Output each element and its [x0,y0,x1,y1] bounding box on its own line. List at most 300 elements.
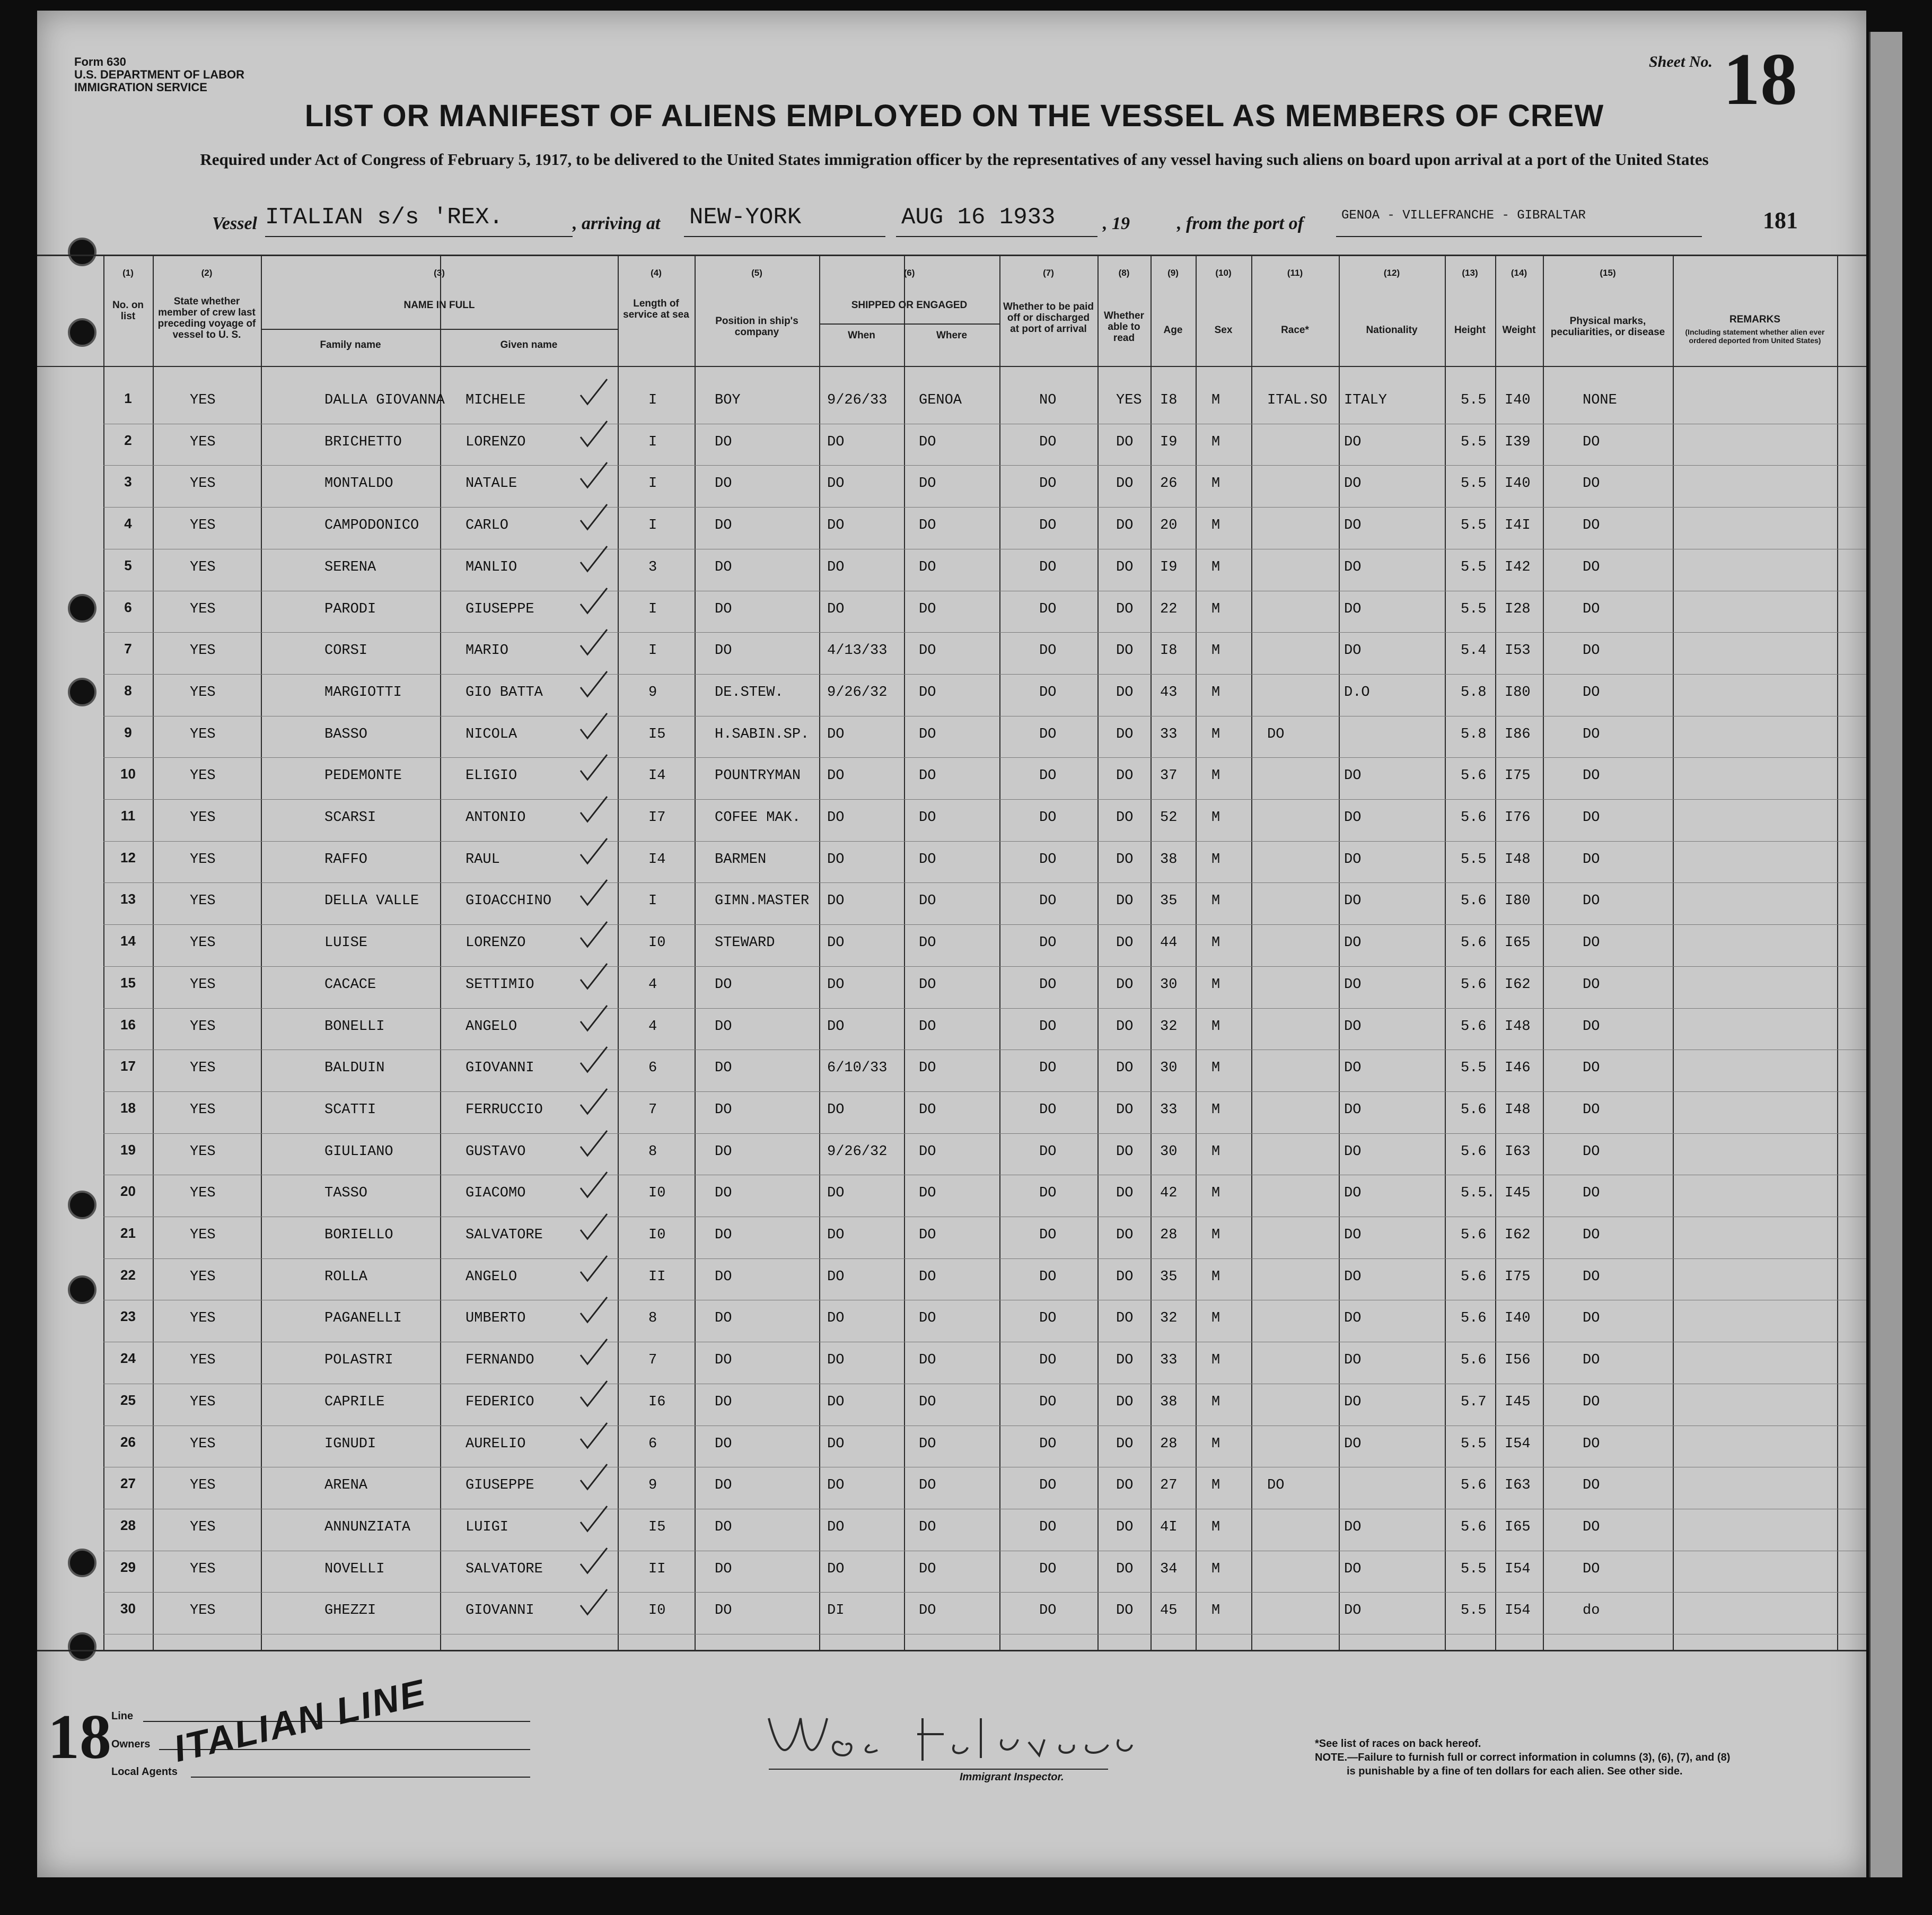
paid-off: DO [1039,1603,1057,1619]
sex: M [1211,935,1220,951]
weight: I75 [1505,768,1531,784]
family-name: MARGIOTTI [324,684,402,701]
shipped-where: DO [919,1060,936,1077]
column-divider [1196,255,1197,1650]
able-to-read: DO [1116,1060,1134,1077]
position: DO [715,1519,732,1535]
crew-member-yes: YES [190,1519,216,1535]
shipped-when: DO [827,893,845,910]
column-divider [440,255,441,1650]
position: STEWARD [715,935,775,951]
position: DO [715,1101,732,1118]
row-number: 7 [124,641,132,657]
sex: M [1211,559,1220,575]
column-number: (11) [1287,268,1303,278]
position: DO [715,1143,732,1160]
family-name: BORIELLO [324,1227,393,1243]
physical-marks: DO [1583,1101,1600,1118]
column-divider [1339,255,1340,1650]
physical-marks: DO [1583,1352,1600,1369]
given-name: AURELIO [466,1436,526,1452]
length-of-service: I [648,476,657,492]
shipped-where: DO [919,810,936,826]
able-to-read: DO [1116,1561,1134,1577]
paid-off: DO [1039,476,1057,492]
column-divider [618,255,619,1650]
weight: I4I [1505,518,1531,534]
nationality: DO [1344,1227,1362,1243]
physical-marks: DO [1583,726,1600,742]
given-name: GIUSEPPE [466,1477,534,1494]
paid-off: DO [1039,559,1057,575]
physical-marks: DO [1583,810,1600,826]
row-number: 22 [120,1266,136,1283]
column-number: (9) [1167,268,1179,278]
checkmark-icon [578,1420,610,1452]
given-name: GIOVANNI [466,1603,534,1619]
height: 5.7 [1461,1394,1487,1410]
footer-sheet-stamp: 18 [48,1701,111,1772]
shipped-when: DO [827,1269,845,1285]
weight: I63 [1505,1143,1531,1160]
position: DO [715,1561,732,1577]
row-number: 4 [124,515,132,532]
nationality: DO [1344,1561,1362,1577]
checkmark-icon [578,1169,610,1201]
position: DO [715,1060,732,1077]
physical-marks: DO [1583,1018,1600,1035]
row-number: 10 [120,766,136,782]
row-divider [103,1592,1866,1593]
height: 5.5 [1461,1603,1487,1619]
physical-marks: DO [1583,684,1600,701]
underline [769,1769,1108,1770]
age: 34 [1160,1561,1178,1577]
subheader-divider [819,323,999,325]
length-of-service: I0 [648,1185,666,1202]
paid-off: DO [1039,810,1057,826]
position: DO [715,559,732,575]
given-name: LUIGI [466,1519,509,1535]
paid-off: DO [1039,1143,1057,1160]
column-divider [1837,255,1838,1650]
checkmark-icon [578,1378,610,1410]
crew-member-yes: YES [190,726,216,742]
shipped-where: DO [919,1227,936,1243]
nationality: DO [1344,976,1362,993]
sex: M [1211,684,1220,701]
checkmark-icon [578,1336,610,1368]
physical-marks: NONE [1583,392,1617,408]
weight: I80 [1505,893,1531,910]
table-bottom-border [37,1650,1866,1651]
able-to-read: DO [1116,1227,1134,1243]
given-name: NICOLA [466,726,517,742]
column-number: (14) [1511,268,1527,278]
weight: I28 [1505,601,1531,617]
family-name: GHEZZI [324,1603,376,1619]
age: 44 [1160,935,1178,951]
length-of-service: I [648,893,657,910]
column-divider [819,255,820,1650]
height: 5.6 [1461,935,1487,951]
age: 32 [1160,1310,1178,1327]
row-number: 14 [120,933,136,949]
race: DO [1267,1477,1285,1494]
height: 5.6 [1461,768,1487,784]
able-to-read: DO [1116,1101,1134,1118]
given-name: GIACOMO [466,1185,526,1202]
shipped-where: DO [919,559,936,575]
height: 5.6 [1461,976,1487,993]
row-divider [103,465,1866,466]
family-name: GIULIANO [324,1143,393,1160]
shipped-when: DO [827,1394,845,1410]
column-divider [1445,255,1446,1650]
age: 43 [1160,684,1178,701]
physical-marks: DO [1583,1477,1600,1494]
able-to-read: DO [1116,643,1134,659]
crew-member-yes: YES [190,1436,216,1452]
shipped-when: DO [827,1185,845,1202]
checkmark-icon [578,502,610,534]
height: 5.5 [1461,851,1487,868]
family-name: LUISE [324,935,368,951]
race: ITAL.SO [1267,392,1328,408]
checkmark-icon [578,377,610,408]
nationality: DO [1344,1060,1362,1077]
crew-member-yes: YES [190,434,216,450]
given-name: SALVATORE [466,1561,543,1577]
weight: I45 [1505,1394,1531,1410]
document-title: LIST OR MANIFEST OF ALIENS EMPLOYED ON THE VESSEL AS MEMBERS OF CREW [304,99,1604,133]
given-name: SETTIMIO [466,976,534,993]
crew-member-yes: YES [190,1185,216,1202]
given-name: UMBERTO [466,1310,526,1327]
weight: I45 [1505,1185,1531,1202]
header-nationality: Nationality [1366,325,1418,336]
checkmark-icon [578,836,610,868]
header-family-name: Family name [320,339,381,351]
physical-marks: do [1583,1603,1600,1619]
paid-off: DO [1039,1310,1057,1327]
physical-marks: DO [1583,1060,1600,1077]
age: 22 [1160,601,1178,617]
sex: M [1211,810,1220,826]
row-number: 6 [124,599,132,615]
family-name: POLASTRI [324,1352,393,1369]
shipped-when: DO [827,1436,845,1452]
nationality: DO [1344,1394,1362,1410]
nationality: DO [1344,559,1362,575]
arriving-port: NEW-YORK [689,204,802,231]
row-number: 20 [120,1183,136,1200]
height: 5.5 [1461,1561,1487,1577]
sex: M [1211,1603,1220,1619]
weight: I80 [1505,684,1531,701]
shipped-when: 4/13/33 [827,643,888,659]
position: DO [715,434,732,450]
weight: I53 [1505,643,1531,659]
paid-off: DO [1039,726,1057,742]
sex: M [1211,1143,1220,1160]
physical-marks: DO [1583,1519,1600,1535]
given-name: CARLO [466,518,509,534]
age: 27 [1160,1477,1178,1494]
sex: M [1211,434,1220,450]
checkmark-icon [578,1503,610,1535]
crew-member-yes: YES [190,1352,216,1369]
physical-marks: DO [1583,935,1600,951]
given-name: FERNANDO [466,1352,534,1369]
row-divider [103,1008,1866,1009]
shipped-when: DO [827,1101,845,1118]
position: DO [715,1185,732,1202]
height: 5.6 [1461,810,1487,826]
nationality: DO [1344,1352,1362,1369]
column-number: (7) [1043,268,1054,278]
crew-member-yes: YES [190,768,216,784]
column-divider [1543,255,1544,1650]
length-of-service: I [648,643,657,659]
checkmark-icon [578,877,610,909]
length-of-service: I6 [648,1394,666,1410]
physical-marks: DO [1583,601,1600,617]
row-divider [103,924,1866,925]
able-to-read: DO [1116,1185,1134,1202]
length-of-service: I [648,601,657,617]
given-name: MICHELE [466,392,526,408]
able-to-read: DO [1116,1519,1134,1535]
nationality: DO [1344,434,1362,450]
sex: M [1211,1310,1220,1327]
shipped-when: DO [827,559,845,575]
given-name: LORENZO [466,935,526,951]
header-no-on-list: No. on list [112,300,144,322]
weight: I56 [1505,1352,1531,1369]
able-to-read: DO [1116,893,1134,910]
header-position: Position in ship's company [715,316,798,338]
shipped-where: DO [919,768,936,784]
given-name: ANGELO [466,1269,517,1285]
age: I8 [1160,643,1178,659]
header-height: Height [1454,325,1486,336]
height: 5.5 [1461,1436,1487,1452]
header-divider [37,366,1866,367]
position: H.SABIN.SP. [715,726,810,742]
sex: M [1211,726,1220,742]
family-name: CACACE [324,976,376,993]
paid-off: DO [1039,1101,1057,1118]
able-to-read: DO [1116,935,1134,951]
owners-label: Owners [111,1738,151,1750]
height: 5.6 [1461,1101,1487,1118]
sex: M [1211,1561,1220,1577]
checkmark-icon [578,1253,610,1285]
weight: I40 [1505,1310,1531,1327]
nationality: DO [1344,476,1362,492]
able-to-read: DO [1116,1269,1134,1285]
shipped-where: DO [919,1519,936,1535]
crew-member-yes: YES [190,601,216,617]
position: DO [715,1477,732,1494]
nationality: DO [1344,518,1362,534]
crew-member-yes: YES [190,1394,216,1410]
column-number: (12) [1383,268,1400,278]
family-name: CORSI [324,643,368,659]
paid-off: DO [1039,1018,1057,1035]
length-of-service: I7 [648,810,666,826]
length-of-service: I5 [648,726,666,742]
crew-member-yes: YES [190,893,216,910]
physical-marks: DO [1583,1269,1600,1285]
length-of-service: 8 [648,1310,657,1327]
local-agents-label: Local Agents [111,1766,178,1778]
shipped-where: DO [919,1561,936,1577]
document-subtitle: Required under Act of Congress of February 5, 1917, to be delivered to the United States immigration officer by the representatives of any vessel having such aliens on board upon arrival at a port of the United States [200,150,1709,169]
weight: I48 [1505,1101,1531,1118]
given-name: RAUL [466,851,500,868]
given-name: GIOVANNI [466,1060,534,1077]
position: POUNTRYMAN [715,768,801,784]
age: 37 [1160,768,1178,784]
paid-off: DO [1039,434,1057,450]
height: 5.8 [1461,684,1487,701]
length-of-service: I [648,392,657,408]
checkmark-icon [578,919,610,951]
position: DO [715,1394,732,1410]
physical-marks: DO [1583,851,1600,868]
shipped-where: DO [919,851,936,868]
shipped-where: DO [919,643,936,659]
shipped-where: DO [919,518,936,534]
length-of-service: II [648,1561,666,1577]
crew-member-yes: YES [190,518,216,534]
weight: I48 [1505,851,1531,868]
paid-off: DO [1039,1436,1057,1452]
age: I8 [1160,392,1178,408]
height: 5.6 [1461,1269,1487,1285]
line-label: Line [111,1710,134,1722]
nationality: DO [1344,1436,1362,1452]
column-divider [1251,255,1252,1650]
family-name: DALLA GIOVANNA [324,392,445,408]
row-number: 24 [120,1350,136,1367]
height: 5.4 [1461,643,1487,659]
position: BARMEN [715,851,767,868]
family-name: SERENA [324,559,376,575]
row-divider [103,1133,1866,1134]
able-to-read: DO [1116,684,1134,701]
length-of-service: I0 [648,1603,666,1619]
paid-off: DO [1039,976,1057,993]
checkmark-icon [578,1545,610,1577]
shipped-when: DO [827,851,845,868]
physical-marks: DO [1583,1436,1600,1452]
shipped-where: DO [919,1394,936,1410]
checkmark-icon [578,460,610,492]
shipped-where: DO [919,1143,936,1160]
race: DO [1267,726,1285,742]
family-name: NOVELLI [324,1561,385,1577]
length-of-service: 3 [648,559,657,575]
nationality: DO [1344,601,1362,617]
length-of-service: I0 [648,935,666,951]
length-of-service: I5 [648,1519,666,1535]
paid-off: DO [1039,893,1057,910]
row-number: 25 [120,1392,136,1408]
shipped-when: DO [827,1352,845,1369]
shipped-where: DO [919,893,936,910]
paid-off: DO [1039,518,1057,534]
length-of-service: 4 [648,976,657,993]
checkmark-icon [578,418,610,450]
paid-off: DO [1039,1352,1057,1369]
family-name: SCARSI [324,810,376,826]
paid-off: DO [1039,1477,1057,1494]
checkmark-icon [578,1003,610,1035]
header-name-in-full: NAME IN FULL [403,300,475,311]
nationality: DO [1344,1101,1362,1118]
age: 30 [1160,1143,1178,1160]
physical-marks: DO [1583,1394,1600,1410]
checkmark-icon [578,1587,610,1619]
checkmark-icon [578,669,610,701]
row-divider [103,632,1866,633]
checkmark-icon [578,752,610,784]
shipped-when: DO [827,1310,845,1327]
position: DO [715,518,732,534]
paid-off: DO [1039,768,1057,784]
shipped-when: DO [827,1477,845,1494]
subheader-divider [261,329,618,330]
shipped-where: DO [919,476,936,492]
column-divider [261,255,262,1650]
row-number: 23 [120,1308,136,1325]
row-number: 11 [120,808,136,824]
able-to-read: DO [1116,1352,1134,1369]
header-state-member: State whether member of crew last preceding voyage of vessel to U. S. [157,296,256,340]
weight: I65 [1505,935,1531,951]
shipped-when: DO [827,434,845,450]
from-port: GENOA - VILLEFRANCHE - GIBRALTAR [1341,208,1586,223]
page-reference-number: 181 [1763,207,1798,233]
weight: I42 [1505,559,1531,575]
paid-off: DO [1039,643,1057,659]
sheet-number: 18 [1723,38,1797,120]
from-port-label: , from the port of [1177,214,1304,233]
sex: M [1211,1018,1220,1035]
header-physical-marks: Physical marks, peculiarities, or disease [1550,316,1665,338]
form-identifier: Form 630 U.S. DEPARTMENT OF LABOR IMMIGRATION SERVICE [74,55,245,94]
shipped-where: DO [919,1436,936,1452]
sheet-number-label: Sheet No. [1649,53,1713,71]
shipped-where: DO [919,1185,936,1202]
able-to-read: DO [1116,1143,1134,1160]
column-divider [1151,255,1152,1650]
able-to-read: DO [1116,768,1134,784]
shipped-where: DO [919,434,936,450]
able-to-read: DO [1116,1477,1134,1494]
crew-member-yes: YES [190,1060,216,1077]
length-of-service: I4 [648,851,666,868]
column-divider [1673,255,1674,1650]
able-to-read: DO [1116,1436,1134,1452]
column-number: (8) [1118,268,1130,278]
crew-member-yes: YES [190,1477,216,1494]
given-name: ELIGIO [466,768,517,784]
paid-off: DO [1039,1519,1057,1535]
